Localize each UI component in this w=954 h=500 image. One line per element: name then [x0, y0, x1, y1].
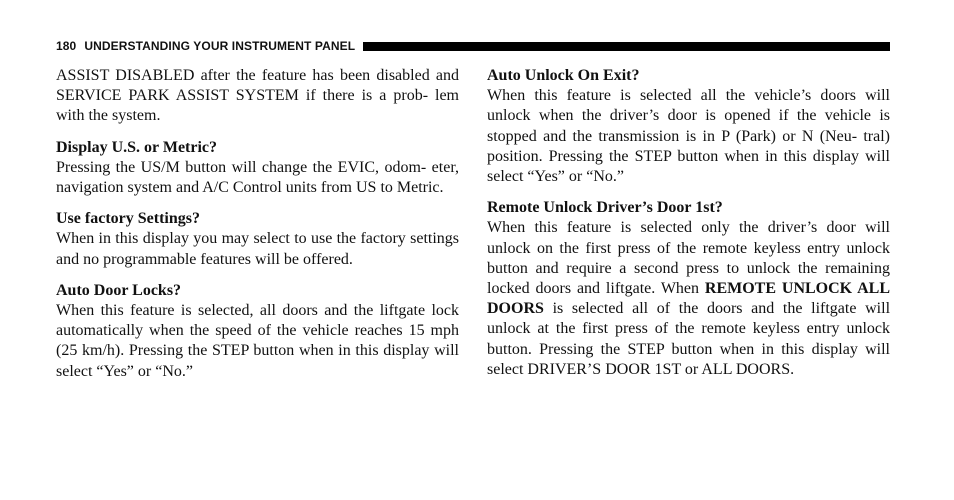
intro-paragraph: ASSIST DISABLED after the feature has been disabled and SERVICE PARK ASSIST SYSTEM if there is a prob- lem with the system. — [56, 67, 459, 125]
page-header — [56, 38, 890, 54]
remote-unlock-body-end: is selected all of the doors and the liftgate will unlock at the first press of the remote keyless entry unlock button. Pressing the STEP button when in this display will select DRIVER’S DOOR 1ST or ALL DOORS. — [487, 300, 891, 378]
display-units-body: Pressing the US/M button will change the EVIC, odom- eter, navigation system and A/C Control units from US to Metric. — [56, 158, 459, 197]
auto-unlock-body: When this feature is selected all the vehicle’s doors will unlock when the driver’s door is opened if the vehicle is stopped and the transmission is in P (Park) or N (Neu- tral) position. Pressing the STEP button when in this display will select “Yes” or “No.” — [487, 87, 890, 186]
remote-unlock-all-doors-term: REMOTE UNLOCK ALL DOORS — [487, 280, 891, 318]
remote-unlock-body — [487, 218, 890, 380]
section-title: UNDERSTANDING YOUR INSTRUMENT PANEL — [84, 39, 356, 53]
right-column — [487, 66, 890, 380]
auto-door-locks-body: When this feature is selected, all doors and the liftgate lock automatically when the speed of the vehicle reaches 15 mph (25 km/h). Pressing the STEP button when in this display will select “Yes” or “No.” — [56, 302, 459, 380]
remote-unlock-heading: Remote Unlock Driver’s Door 1st? — [487, 199, 723, 217]
remote-unlock-body-start: When this feature is selected only the driver’s door will unlock on the first press of the remote keyless entry unlock button and require a second press to unlock the remaining locked doors and liftgate. When — [487, 219, 890, 298]
factory-settings-body: When in this display you may select to use the factory settings and no programmable features will be offered. — [56, 230, 459, 268]
display-units-heading: Display U.S. or Metric? — [56, 138, 218, 156]
left-column — [56, 66, 459, 382]
factory-settings-heading: Use factory Settings? — [56, 210, 200, 228]
auto-door-locks-heading: Auto Door Locks? — [56, 281, 182, 299]
header-rule — [363, 42, 890, 51]
auto-unlock-heading: Auto Unlock On Exit? — [487, 67, 640, 84]
page-number: 180 — [56, 39, 77, 53]
